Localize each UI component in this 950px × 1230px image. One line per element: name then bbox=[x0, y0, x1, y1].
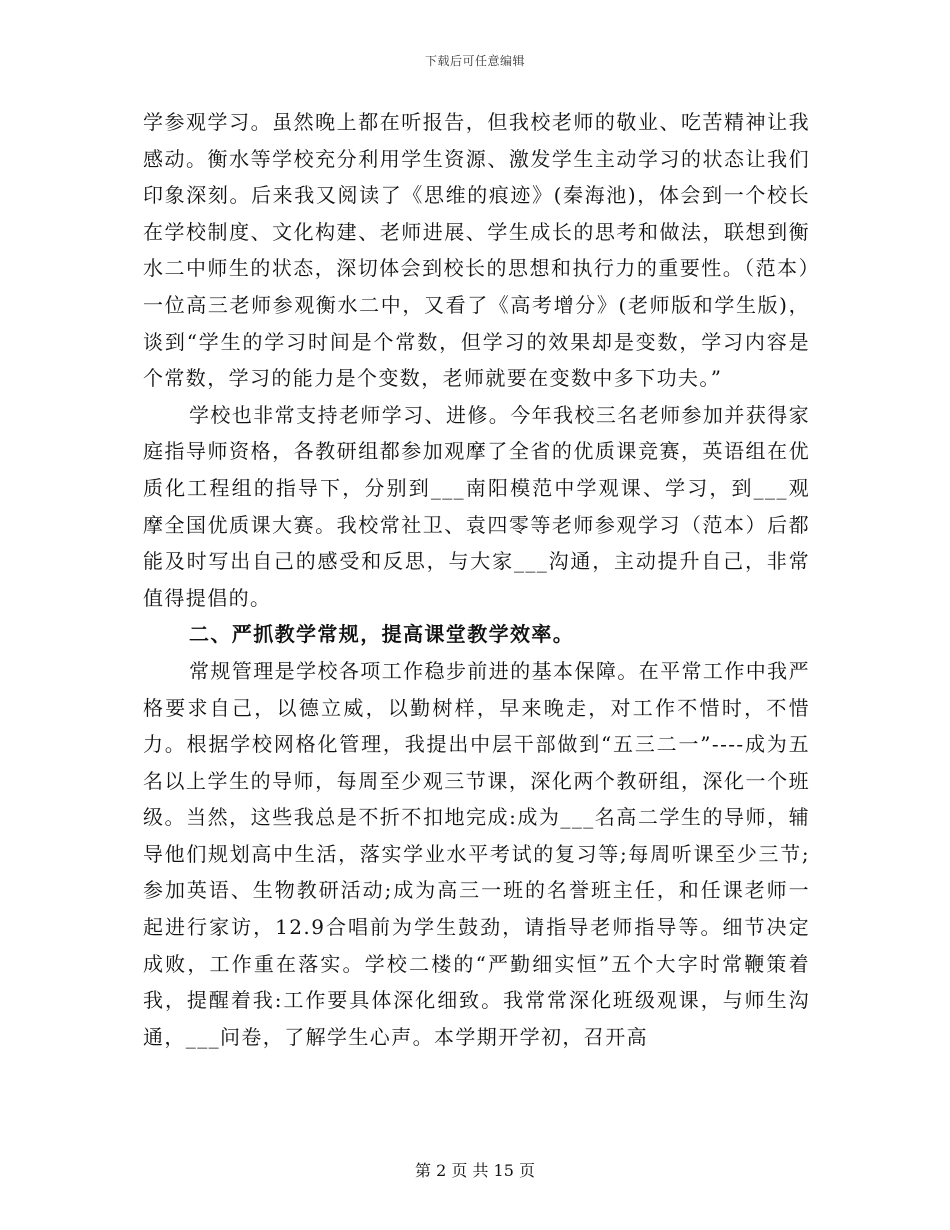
page-header: 下载后可任意编辑 bbox=[424, 54, 525, 68]
section-heading: 二、严抓教学常规，提高课堂教学效率。 bbox=[189, 622, 575, 647]
page-number: 第 2 页 共 15 页 bbox=[415, 1161, 535, 1180]
paragraph-teacher-training: 学校也非常支持老师学习、进修。今年我校三名老师参加并获得家庭指导师资格，各教研组都参加观摩了全省的优质课竞赛，英语组在优质化工程组的指导下，分别到___南阳模范中学观课、学习，到___观摩全国优质课大赛。我校常社卫、袁四零等老师参观学习（范本）后都能及时写出自己的感受和反思，与大家___沟通，主动提升自己，非常值得提倡的。 bbox=[143, 402, 810, 610]
document-body bbox=[143, 104, 810, 1055]
paragraph-routine-management: 常规管理是学校各项工作稳步前进的基本保障。在平常工作中我严格要求自己，以德立威，以勤树样，早来晚走，对工作不惜时，不惜力。根据学校网格化管理，我提出中层干部做到“五三二一”----成为五名以上学生的导师，每周至少观三节课，深化两个教研组，深化一个班级。当然，这些我总是不折不扣地完成:成为___名高二学生的导师，辅导他们规划高中生活，落实学业水平考试的复习等;每周听课至少三节;参加英语、生物教研活动;成为高三一班的名誉班主任，和任课老师一起进行家访，12.9合唱前为学生鼓劲，请指导老师指导等。细节决定成败，工作重在落实。学校二楼的“严勤细实恒”五个大字时常鞭策着我，提醒着我:工作要具体深化细致。我常常深化班级观课，与师生沟通，___问卷，了解学生心声。本学期开学初，召开高 bbox=[143, 658, 810, 1049]
paragraph-continuation: 学参观学习。虽然晚上都在听报告，但我校老师的敬业、吃苦精神让我感动。衡水等学校充分利用学生资源、激发学生主动学习的状态让我们印象深刻。后来我又阅读了《思维的痕迹》(秦海池)，体会到一个校长在学校制度、文化构建、老师进展、学生成长的思考和做法，联想到衡水二中师生的状态，深切体会到校长的思想和执行力的重要性。（范本）一位高三老师参观衡水二中，又看了《高考增分》(老师版和学生版)，谈到“学生的学习时间是个常数，但学习的效果却是变数，学习内容是个常数，学习的能力是个变数，老师就要在变数中多下功夫。” bbox=[143, 110, 810, 391]
